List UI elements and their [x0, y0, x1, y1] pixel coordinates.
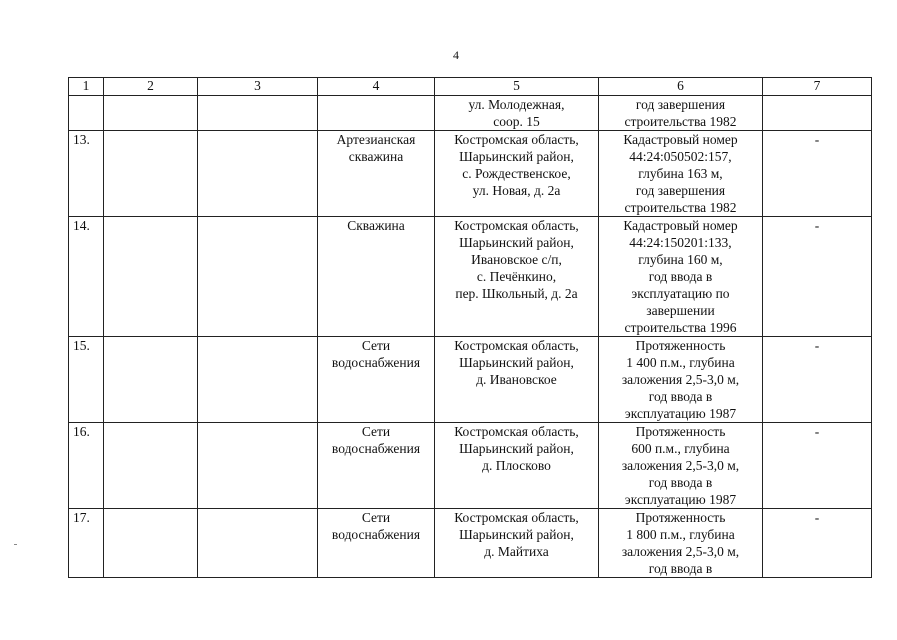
address-line: д. Плосково	[482, 458, 551, 473]
row-number-cell	[69, 96, 104, 131]
object-name-line: Сети	[361, 338, 391, 353]
characteristics-line: год завершения	[635, 97, 726, 112]
column-2-cell	[104, 96, 198, 131]
column-7-cell: -	[763, 337, 872, 423]
characteristics-line: строительства 1996	[624, 320, 737, 335]
property-registry-table	[68, 77, 872, 578]
row-number-cell: 13.	[69, 131, 104, 217]
address-line: Шарьинский район,	[459, 235, 574, 250]
object-name-cell	[318, 337, 435, 423]
row-number-cell: 15.	[69, 337, 104, 423]
characteristics-line: заложения 2,5-3,0 м,	[621, 372, 740, 387]
table-row	[69, 131, 872, 217]
row-number-cell: 17.	[69, 509, 104, 578]
address-line: Ивановское с/п,	[471, 252, 562, 267]
column-2-cell	[104, 423, 198, 509]
characteristics-line: заложения 2,5-3,0 м,	[621, 544, 740, 559]
table-row	[69, 509, 872, 578]
column-7-cell: -	[763, 423, 872, 509]
column-7-cell: -	[763, 509, 872, 578]
characteristics-line: эксплуатацию 1987	[624, 492, 737, 507]
column-7-cell: -	[763, 131, 872, 217]
column-2-cell	[104, 337, 198, 423]
column-2-cell	[104, 217, 198, 337]
characteristics-line: 1 800 п.м., глубина	[626, 527, 735, 542]
characteristics-line: Кадастровый номер	[623, 218, 738, 233]
address-line: с. Печёнкино,	[476, 269, 557, 284]
characteristics-line: строительства 1982	[624, 200, 737, 215]
column-header-4: 4	[318, 78, 435, 96]
object-name-cell	[318, 217, 435, 337]
characteristics-line: глубина 163 м,	[638, 166, 723, 181]
characteristics-line: год ввода в	[648, 475, 713, 490]
table-row	[69, 423, 872, 509]
characteristics-line: 44:24:050502:157,	[629, 149, 732, 164]
address-line: пер. Школьный, д. 2а	[455, 286, 578, 301]
characteristics-cell	[599, 423, 763, 509]
column-number-row	[69, 78, 872, 96]
table-row	[69, 217, 872, 337]
column-header-1: 1	[69, 78, 104, 96]
object-name-line: водоснабжения	[331, 527, 421, 542]
object-name-line: водоснабжения	[331, 441, 421, 456]
characteristics-line: год ввода в	[648, 269, 713, 284]
characteristics-line: год ввода в	[648, 389, 713, 404]
characteristics-line: Протяженность	[635, 510, 726, 525]
characteristics-line: год ввода в	[648, 561, 713, 576]
column-3-cell	[198, 96, 318, 131]
table-row	[69, 96, 872, 131]
object-name-line: Сети	[361, 510, 391, 525]
characteristics-line: Кадастровый номер	[623, 132, 738, 147]
characteristics-line: глубина 160 м,	[638, 252, 723, 267]
characteristics-line: Протяженность	[635, 338, 726, 353]
address-line: Костромская область,	[454, 338, 579, 353]
address-line: Шарьинский район,	[459, 355, 574, 370]
column-header-3: 3	[198, 78, 318, 96]
address-cell	[435, 217, 599, 337]
table-body	[69, 78, 872, 578]
column-3-cell	[198, 217, 318, 337]
column-3-cell	[198, 509, 318, 578]
column-header-5: 5	[435, 78, 599, 96]
column-3-cell	[198, 423, 318, 509]
characteristics-cell	[599, 337, 763, 423]
object-name-line: водоснабжения	[331, 355, 421, 370]
address-line: соор. 15	[493, 114, 540, 129]
characteristics-cell	[599, 131, 763, 217]
column-header-7: 7	[763, 78, 872, 96]
address-line: д. Ивановское	[476, 372, 557, 387]
column-2-cell	[104, 509, 198, 578]
row-number-cell: 16.	[69, 423, 104, 509]
object-name-line: Скважина	[347, 218, 405, 233]
address-line: Костромская область,	[454, 132, 579, 147]
object-name-line: Сети	[361, 424, 391, 439]
column-2-cell	[104, 131, 198, 217]
column-3-cell	[198, 131, 318, 217]
scan-margin-mark	[14, 544, 17, 545]
characteristics-line: завершении	[646, 303, 715, 318]
characteristics-line: эксплуатацию по	[631, 286, 730, 301]
object-name-cell	[318, 509, 435, 578]
characteristics-line: 600 п.м., глубина	[631, 441, 730, 456]
characteristics-line: год завершения	[635, 183, 726, 198]
row-number-cell: 14.	[69, 217, 104, 337]
address-line: Костромская область,	[454, 218, 579, 233]
address-line: Шарьинский район,	[459, 441, 574, 456]
table-row	[69, 337, 872, 423]
object-name-line: Артезианская	[336, 132, 416, 147]
characteristics-line: 1 400 п.м., глубина	[626, 355, 735, 370]
object-name-cell	[318, 423, 435, 509]
column-7-cell: -	[763, 217, 872, 337]
characteristics-line: строительства 1982	[624, 114, 737, 129]
address-line: Костромская область,	[454, 510, 579, 525]
characteristics-cell	[599, 509, 763, 578]
address-cell	[435, 509, 599, 578]
address-line: с. Рождественское,	[462, 166, 571, 181]
page-number: 4	[453, 48, 459, 62]
address-cell	[435, 337, 599, 423]
characteristics-line: эксплуатацию 1987	[624, 406, 737, 421]
column-header-2: 2	[104, 78, 198, 96]
object-name-line: скважина	[348, 149, 404, 164]
address-cell	[435, 96, 599, 131]
address-line: ул. Новая, д. 2а	[472, 183, 561, 198]
object-name-cell	[318, 96, 435, 131]
address-cell	[435, 423, 599, 509]
characteristics-cell	[599, 217, 763, 337]
column-7-cell	[763, 96, 872, 131]
column-header-6: 6	[599, 78, 763, 96]
address-line: Шарьинский район,	[459, 527, 574, 542]
address-line: Шарьинский район,	[459, 149, 574, 164]
characteristics-line: заложения 2,5-3,0 м,	[621, 458, 740, 473]
address-line: Костромская область,	[454, 424, 579, 439]
object-name-cell	[318, 131, 435, 217]
column-3-cell	[198, 337, 318, 423]
address-line: ул. Молодежная,	[468, 97, 565, 112]
address-cell	[435, 131, 599, 217]
address-line: д. Майтиха	[484, 544, 549, 559]
characteristics-line: Протяженность	[635, 424, 726, 439]
characteristics-cell	[599, 96, 763, 131]
characteristics-line: 44:24:150201:133,	[629, 235, 732, 250]
